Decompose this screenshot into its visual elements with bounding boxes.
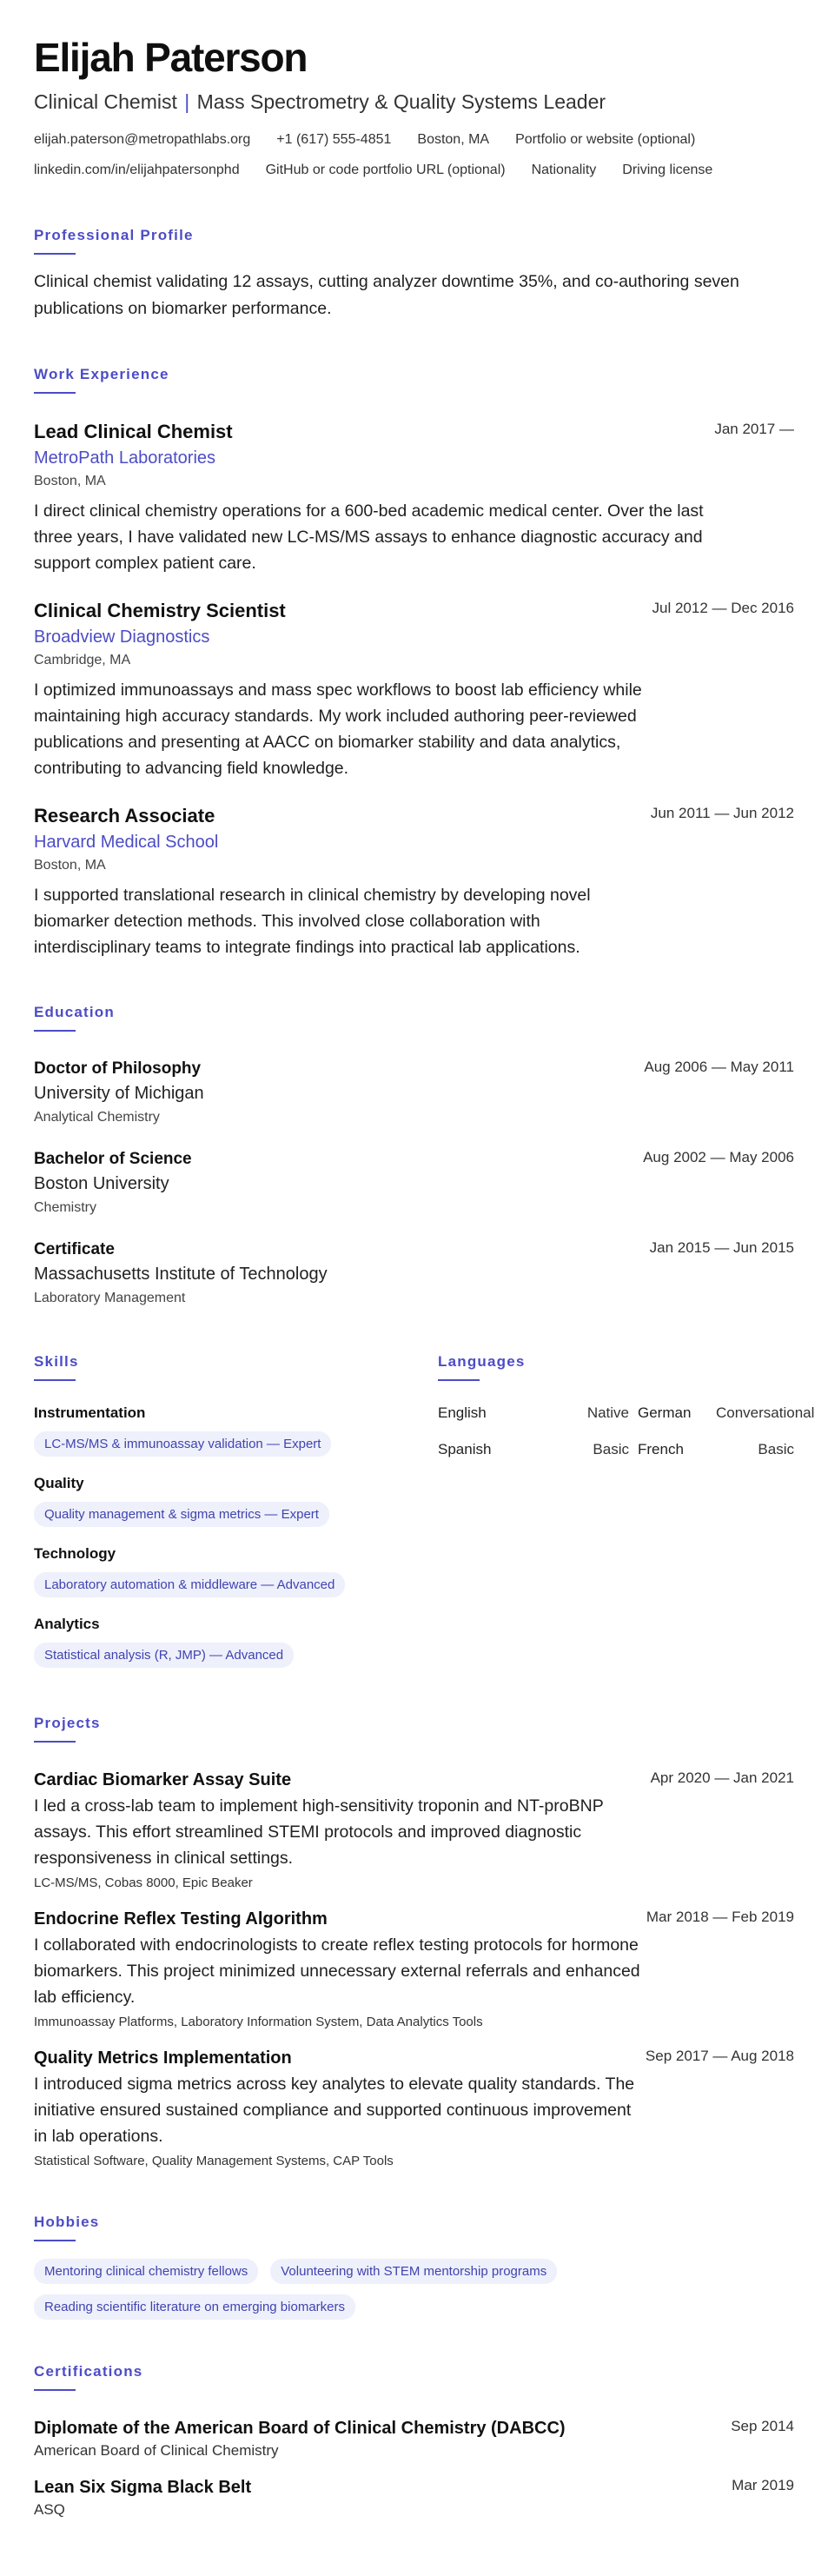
project-tools: LC-MS/MS, Cobas 8000, Epic Beaker — [34, 1876, 253, 1890]
profile-summary: Clinical chemist validating 12 assays, cutting analyzer downtime 35%, and co-authoring seven publications on biomarker performance. — [34, 272, 739, 318]
education-dates: Aug 2006 — May 2011 — [644, 1059, 794, 1075]
contact-linkedin[interactable]: linkedin.com/in/elijahpatersonphd — [34, 163, 240, 177]
skill-group — [34, 1615, 438, 1668]
project-title: Cardiac Biomarker Assay Suite — [34, 1770, 292, 1789]
section-title-skills: Skills — [34, 1353, 79, 1370]
section-title-certifications: Certifications — [34, 2363, 143, 2380]
hobbies-section — [34, 2214, 794, 2320]
skill-tag: Statistical analysis (R, JMP) — Advanced — [34, 1643, 294, 1668]
experience-section — [34, 366, 794, 960]
education-degree: Certificate — [34, 1240, 115, 1258]
project-entry — [34, 1908, 794, 2031]
project-title: Endocrine Reflex Testing Algorithm — [34, 1909, 328, 1929]
skills-section — [34, 1353, 438, 1668]
job-dates: Jun 2011 — Jun 2012 — [650, 805, 794, 821]
education-school: University of Michigan — [34, 1084, 204, 1103]
project-title: Quality Metrics Implementation — [34, 2048, 292, 2068]
education-section — [34, 1004, 794, 1308]
skill-category: Technology — [34, 1545, 116, 1562]
skill-group — [34, 1544, 438, 1597]
languages-grid — [438, 1404, 815, 1459]
section-divider — [34, 2389, 76, 2391]
contact-phone[interactable]: +1 (617) 555-4851 — [276, 132, 392, 147]
contact-nationality: Nationality — [531, 163, 597, 177]
job-description: I supported translational research in clinical chemistry by developing novel biomarker detection methods. This involved close collaboration with interdisciplinary teams to integrate findings into practical lab applications. — [34, 886, 591, 957]
skill-group — [34, 1474, 438, 1527]
languages-section — [438, 1353, 815, 1668]
language-level: Native — [586, 1404, 629, 1421]
project-tools: Immunoassay Platforms, Laboratory Information System, Data Analytics Tools — [34, 2015, 483, 2029]
education-degree: Bachelor of Science — [34, 1150, 192, 1168]
job-dates: Jan 2017 — — [714, 421, 794, 437]
hobby-tag: Reading scientific literature on emerging biomarkers — [34, 2294, 355, 2320]
job-title: Research Associate — [34, 805, 215, 827]
certification-date: Mar 2019 — [732, 2477, 794, 2493]
certification-issuer: American Board of Clinical Chemistry — [34, 2442, 279, 2459]
job-title: Clinical Chemistry Scientist — [34, 600, 286, 621]
skill-category: Instrumentation — [34, 1404, 146, 1421]
education-dates: Jan 2015 — Jun 2015 — [649, 1239, 794, 1256]
education-school: Boston University — [34, 1174, 169, 1193]
project-dates: Sep 2017 — Aug 2018 — [645, 2048, 794, 2064]
language-level: Basic — [758, 1441, 794, 1457]
section-title-languages: Languages — [438, 1353, 526, 1370]
certification-date: Sep 2014 — [731, 2418, 794, 2434]
headline — [34, 89, 794, 115]
headline-separator: | — [184, 90, 190, 113]
job-company: Broadview Diagnostics — [34, 627, 210, 647]
resume-header — [34, 35, 794, 178]
headline-specialty: Mass Spectrometry & Quality Systems Leader — [196, 90, 606, 113]
project-entry — [34, 2047, 794, 2170]
projects-section — [34, 1715, 794, 2170]
project-tools: Statistical Software, Quality Management Systems, CAP Tools — [34, 2154, 394, 2168]
section-title-projects: Projects — [34, 1715, 101, 1731]
contact-driving-license: Driving license — [622, 163, 713, 177]
project-description: I led a cross-lab team to implement high-sensitivity troponin and NT-proBNP assays. This effort streamlined STEMI protocols and improved diagnostic responsiveness in clinical settings. — [34, 1796, 604, 1868]
certification-name: Diplomate of the American Board of Clinical Chemistry (DABCC) — [34, 2419, 566, 2438]
job-location: Boston, MA — [34, 474, 106, 488]
job-location: Boston, MA — [34, 858, 106, 873]
contact-location: Boston, MA — [417, 132, 490, 147]
skill-category: Analytics — [34, 1616, 100, 1632]
education-field: Analytical Chemistry — [34, 1110, 160, 1125]
job-company: MetroPath Laboratories — [34, 448, 216, 468]
education-entry — [34, 1148, 794, 1218]
skill-tag: Quality management & sigma metrics — Expert — [34, 1502, 329, 1527]
education-dates: Aug 2002 — May 2006 — [643, 1149, 794, 1165]
job-entry — [34, 599, 794, 781]
skill-group — [34, 1404, 438, 1457]
project-description: I collaborated with endocrinologists to create reflex testing protocols for hormone biomarkers. This project minimized unnecessary external referrals and enhanced lab efficiency. — [34, 1935, 640, 2007]
section-title-experience: Work Experience — [34, 366, 169, 382]
skill-category: Quality — [34, 1475, 84, 1491]
education-field: Laboratory Management — [34, 1291, 186, 1305]
job-dates: Jul 2012 — Dec 2016 — [652, 600, 794, 616]
candidate-name: Elijah Paterson — [34, 35, 308, 80]
profile-section — [34, 227, 794, 322]
section-divider — [34, 1030, 76, 1032]
education-entry — [34, 1238, 794, 1308]
section-title-profile: Professional Profile — [34, 227, 194, 243]
section-divider — [34, 1741, 76, 1743]
job-entry — [34, 804, 794, 960]
hobby-tag: Volunteering with STEM mentorship programs — [270, 2259, 557, 2284]
skills-languages-row — [34, 1353, 815, 1668]
section-divider — [34, 253, 76, 255]
section-divider — [34, 1379, 76, 1381]
project-dates: Apr 2020 — Jan 2021 — [650, 1769, 794, 1786]
project-description: I introduced sigma metrics across key analytes to elevate quality standards. The initiative ensured sustained compliance and supported continuous improvement in lab operations. — [34, 2075, 635, 2146]
language-name: French — [638, 1441, 684, 1457]
education-entry — [34, 1058, 794, 1127]
certification-issuer: ASQ — [34, 2501, 65, 2518]
language-level: Basic — [593, 1441, 629, 1457]
job-title: Lead Clinical Chemist — [34, 421, 233, 442]
job-company: Harvard Medical School — [34, 833, 219, 852]
language-name: German — [638, 1404, 692, 1421]
certification-entry — [34, 2476, 794, 2520]
contact-portfolio[interactable]: Portfolio or website (optional) — [515, 132, 696, 147]
certifications-section — [34, 2363, 794, 2520]
job-description: I optimized immunoassays and mass spec workflows to boost lab efficiency while maintaining high accuracy standards. My work included authoring peer-reviewed publications and presenting at AACC on biomarker stability and data analytics, contributing to advancing field knowledge. — [34, 681, 642, 778]
contact-github[interactable]: GitHub or code portfolio URL (optional) — [265, 163, 506, 177]
job-description: I direct clinical chemistry operations for a 600-bed academic medical center. Over the last three years, I have validated new LC-MS/MS assays to enhance diagnostic accuracy and support complex patient care. — [34, 501, 704, 573]
section-title-education: Education — [34, 1004, 115, 1020]
contact-list — [34, 132, 794, 178]
section-title-hobbies: Hobbies — [34, 2214, 100, 2230]
language-name: Spanish — [438, 1441, 492, 1457]
project-dates: Mar 2018 — Feb 2019 — [646, 1909, 794, 1925]
certification-entry — [34, 2417, 794, 2460]
language-name: English — [438, 1404, 487, 1421]
certification-name: Lean Six Sigma Black Belt — [34, 2478, 252, 2497]
project-entry — [34, 1769, 794, 1892]
education-degree: Doctor of Philosophy — [34, 1059, 202, 1078]
section-divider — [34, 392, 76, 394]
language-level: Conversational — [716, 1404, 815, 1421]
skill-tag: LC-MS/MS & immunoassay validation — Expert — [34, 1431, 331, 1457]
hobby-tag: Mentoring clinical chemistry fellows — [34, 2259, 258, 2284]
hobby-list — [34, 2259, 659, 2320]
education-field: Chemistry — [34, 1200, 97, 1215]
section-divider — [438, 1379, 480, 1381]
contact-email[interactable]: elijah.paterson@metropathlabs.org — [34, 132, 251, 147]
education-school: Massachusetts Institute of Technology — [34, 1265, 328, 1284]
headline-title: Clinical Chemist — [34, 90, 177, 113]
job-location: Cambridge, MA — [34, 653, 131, 667]
job-entry — [34, 420, 794, 576]
section-divider — [34, 2240, 76, 2241]
skill-tag: Laboratory automation & middleware — Advanced — [34, 1572, 345, 1597]
